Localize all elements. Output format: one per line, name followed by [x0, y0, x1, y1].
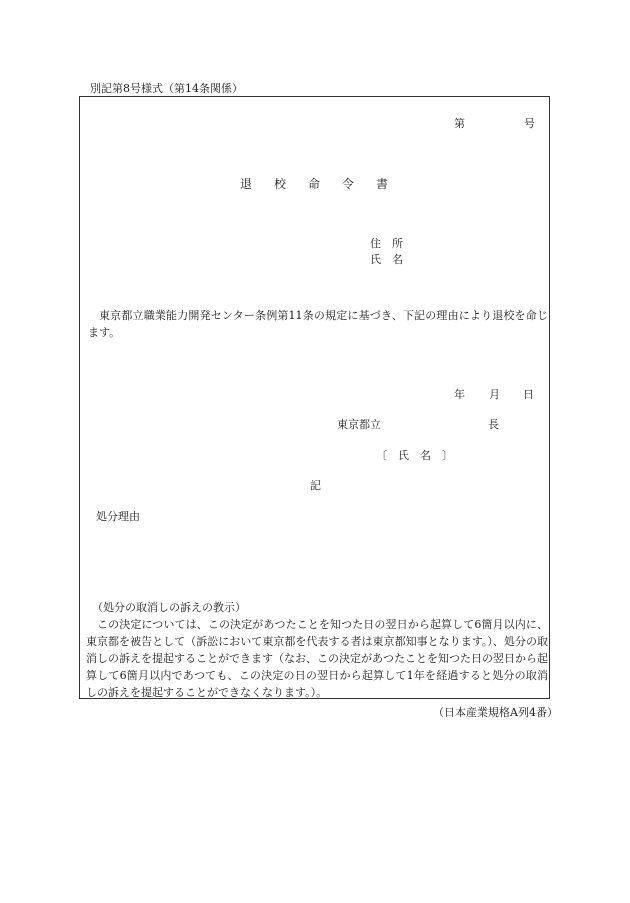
- date-day: 日: [523, 388, 534, 401]
- body-text: 東京都立職業能力開発センター条例第11条の規定に基づき、下記の理由により退校を命じます。: [88, 309, 548, 339]
- footer-note: （日本産業規格A列4番）: [433, 706, 558, 719]
- issuer-prefix: 東京都立: [337, 418, 381, 431]
- notice-heading: （処分の取消しの訴えの教示）: [92, 601, 246, 614]
- recipient-address-label: 住 所: [370, 237, 403, 250]
- ki-heading: 記: [310, 479, 321, 492]
- page-title: 退校命令書: [240, 177, 411, 191]
- number-prefix: 第: [454, 117, 465, 130]
- notice-text: この決定については、この決定があつたことを知つた日の翌日から起算して6箇月以内に、東京都を被告として（訴訟において東京都を代表する者は東京都知事となります。）、処分の取消しの訴えを提起することができます（なお、この決定があつたことを知つた日の翌日から起算して6箇月以内であつても、この決定の日の翌日から起算して1年を経過すると処分の取消しの訴えを提起することができなくなります。）。: [86, 618, 548, 699]
- date-month: 月: [489, 388, 500, 401]
- reason-label: 処分理由: [96, 510, 140, 523]
- form-label: 別記第8号様式（第14条関係）: [90, 82, 243, 95]
- recipient-name-label: 氏 名: [370, 253, 403, 266]
- issuer-suffix: 長: [488, 418, 499, 431]
- number-suffix: 号: [524, 117, 535, 130]
- date-year: 年: [454, 388, 465, 401]
- issuer-name-label: 〔 氏 名 〕: [376, 449, 453, 462]
